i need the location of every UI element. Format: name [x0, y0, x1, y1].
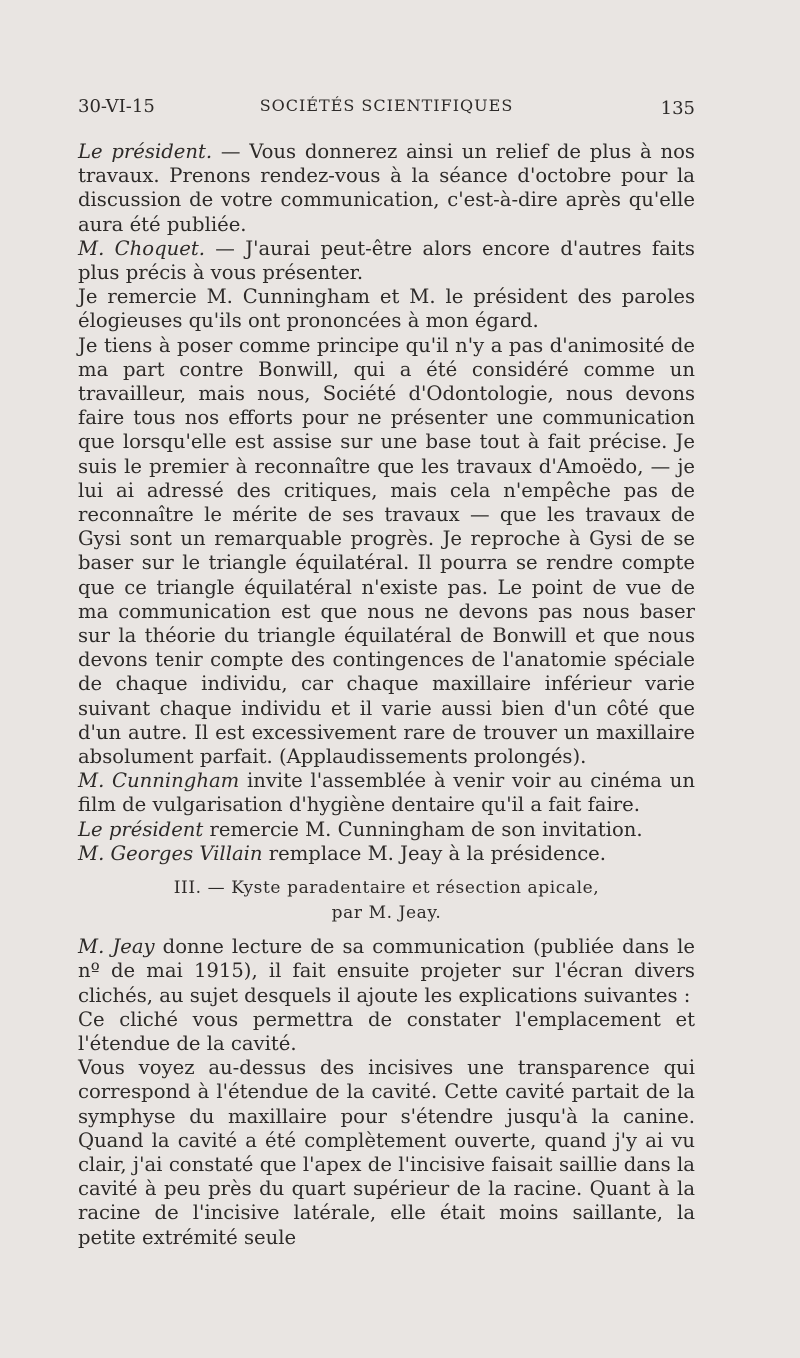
speaker: Le président.: [78, 140, 213, 163]
paragraph-text: Je remercie M. Cunningham et M. le président des paroles élogieuses qu'ils ont prononcées à mon égard.: [78, 285, 695, 333]
paragraph-text: Vous voyez au-dessus des incisives une transparence qui correspond à l'étendue de la cavité. Cette cavité partait de la symphyse du maxillaire pour s'étendre jusqu'à la canine. Quand la cavité a été complètement ouverte, quand j'y ai vu clair, j'ai constaté que l'apex de l'incisive faisait saillie dans la cavité à peu près du quart supérieur de la racine. Quant à la racine de l'incisive latérale, elle était moins saillante, la petite extrémité seule: [78, 1056, 695, 1249]
paragraph-text: — J'aurai peut-être alors encore d'autres faits plus précis à vous présenter.: [78, 236, 695, 285]
section-heading: [78, 876, 695, 926]
paragraph: [78, 769, 695, 817]
speaker: Le président: [78, 817, 204, 841]
paragraph: [78, 140, 695, 237]
running-header: [78, 96, 695, 122]
paragraph: [78, 842, 695, 866]
paragraph-text: — Vous donnerez ainsi un relief de plus à nos travaux. Prenons rendez-vous à la séance d'octobre pour la discussion de votre communication, c'est-à-dire après qu'elle aura été publiée.: [78, 140, 695, 236]
header-date: 30-VI-15: [78, 96, 155, 117]
speaker: M. Cunningham: [78, 769, 240, 793]
paragraph: [78, 1008, 695, 1056]
paragraph-text: donne lecture de sa communication (publiée dans le nº de mai 1915), il fait ensuite projeter sur l'écran divers clichés, au sujet desquels il ajoute les explications suivantes :: [78, 935, 695, 1007]
paragraph-text: remercie M. Cunningham de son invitation.: [203, 817, 643, 841]
paragraph: [78, 1056, 695, 1250]
paragraph: [78, 237, 695, 285]
paragraph-text: Ce cliché vous permettra de constater l'emplacement et l'étendue de la cavité.: [78, 1007, 695, 1055]
paragraph-text: Je tiens à poser comme principe qu'il n'y a pas d'animosité de ma part contre Bonwill, qui a été considéré comme un travailleur, mais nous, Société d'Odontologie, nous devons faire tous nos efforts pour ne présenter une communication que lorsqu'elle est assise sur une base tout à fait précise. Je suis le premier à reconnaître que les travaux d'Amoëdo, — je lui ai adressé des critiques, mais cela n'empêche pas de reconnaître le mérite de ses travaux — que les travaux de Gysi sont un remarquable progrès. Je reproche à Gysi de se baser sur le triangle équilatéral. Il pourra se rendre compte que ce triangle équilatéral n'existe pas. Le point de vue de ma communication est que nous ne devons pas nous baser sur la théorie du triangle équilatéral de Bonwill et que nous devons tenir compte des contingences de l'anatomie spéciale de chaque individu, car chaque maxillaire inférieur varie suivant chaque individu et il varie aussi bien d'un côté que d'un autre. Il est excessivement rare de trouver un maxillaire absolument parfait. (Applaudissements prolongés).: [78, 333, 695, 769]
paragraph: [78, 334, 695, 770]
speaker: M. Choquet.: [78, 236, 205, 260]
header-title: SOCIÉTÉS SCIENTIFIQUES: [259, 96, 514, 115]
page-number: 135: [660, 98, 695, 119]
paragraph: [78, 818, 695, 842]
speaker: M. Georges Villain: [78, 841, 263, 865]
paragraph-text: remplace M. Jeay à la présidence.: [262, 841, 607, 865]
body-text: [78, 140, 695, 1250]
paragraph: [78, 935, 695, 1008]
paragraph-text: invite l'assemblée à venir voir au cinéma un film de vulgarisation d'hygiène dentaire qu'il a fait faire.: [78, 769, 695, 817]
paragraph: [78, 285, 695, 333]
speaker: M. Jeay: [78, 935, 155, 959]
section-title: III. — Kyste paradentaire et résection apicale,: [173, 878, 600, 899]
section-author: par M. Jeay.: [331, 903, 442, 924]
